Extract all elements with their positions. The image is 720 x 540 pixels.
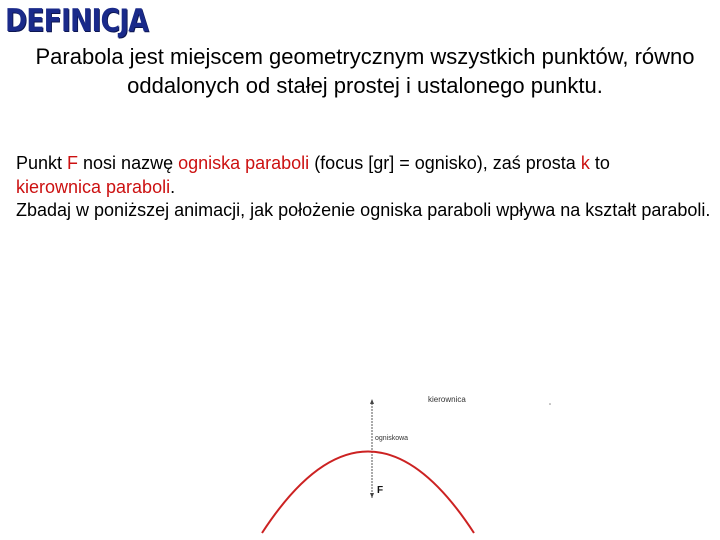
- explanation-text: (focus [gr] = ognisko), zaś prosta: [309, 153, 581, 173]
- parabola-animation: [0, 380, 720, 540]
- explanation-text: nosi nazwę: [78, 153, 179, 173]
- directrix-letter: k: [580, 153, 590, 173]
- axis-arrow-bottom: [370, 493, 374, 498]
- parabola-curve: [262, 452, 474, 534]
- axis-arrow-top: [370, 399, 374, 404]
- focus-term: ogniska paraboli: [178, 153, 310, 173]
- directrix-label: kierownica: [428, 395, 466, 404]
- instruction-text: Zbadaj w poniższej animacji, jak położenie ogniska paraboli wpływa na kształt paraboli.: [16, 200, 711, 220]
- explanation-text: .: [170, 176, 176, 197]
- explanation: [16, 152, 716, 223]
- definition-text: Parabola jest miejscem geometrycznym wszystkich punktów, równo oddalonych od stałej prostej i ustalonego punktu.: [35, 44, 695, 98]
- page-title: DEFINICJA: [5, 3, 149, 39]
- explanation-text: Punkt: [16, 153, 68, 173]
- focus-label: F: [377, 485, 384, 496]
- marker-dot: [549, 403, 551, 405]
- focal-length-label: ogniskowa: [375, 435, 409, 442]
- focus-letter: F: [67, 153, 79, 173]
- directrix-term: kierownica paraboli: [16, 176, 171, 197]
- explanation-text: to: [589, 153, 610, 173]
